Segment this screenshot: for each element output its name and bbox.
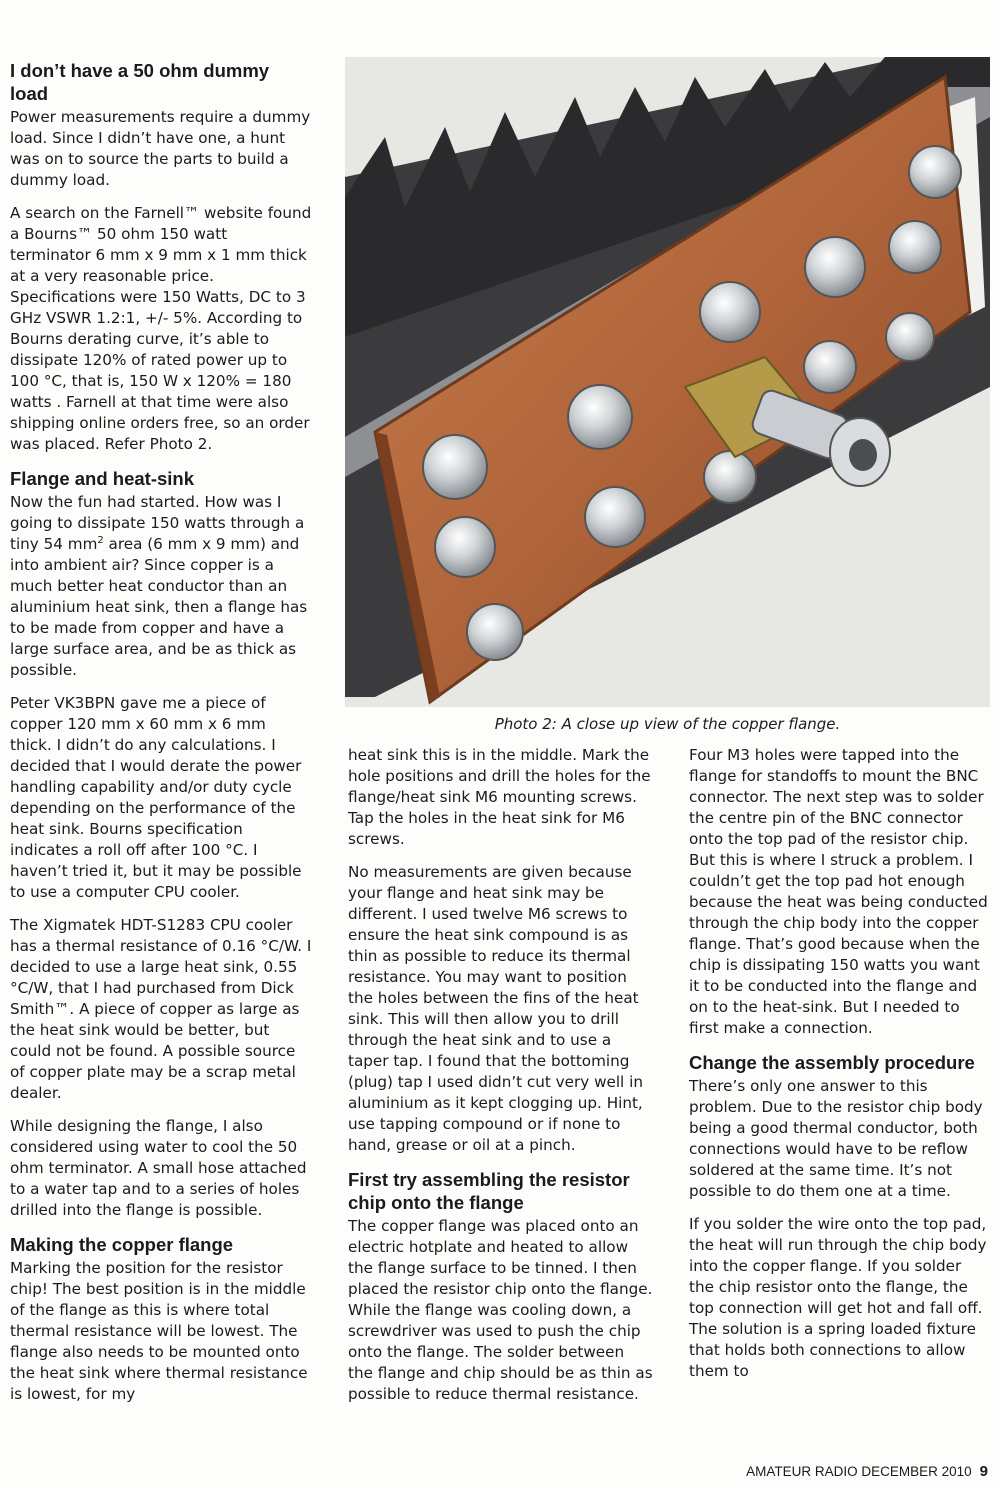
- photo-illustration: [345, 57, 990, 707]
- heading-flange-heat-sink: Flange and heat-sink: [10, 468, 195, 489]
- paragraph: Peter VK3BPN gave me a piece of copper 120 mm x 60 mm x 6 mm thick. I didn’t do any calculations. I decided that I would derate the power handling capability and/or duty cycle depending on the performance of the heat sink. Bourns specification indicates a roll off after 100 °C. I haven’t tried it, but it may be possible to use a computer CPU cooler.: [10, 694, 302, 901]
- paragraph: Power measurements require a dummy load. Since I didn’t have one, a hunt was on to source the parts to build a dummy load.: [10, 108, 311, 189]
- paragraph: No measurements are given because your flange and heat sink may be different. I used twelve M6 screws to ensure the heat sink compound is as thin as possible to reduce its thermal resistance. You may want to position the holes between the fins of the heat sink. This will then allow you to drill through the heat sink and to use a taper tap. I found that the bottoming (plug) tap I used didn’t cut very well in aluminium as it kept clogging up. Hint, use tapping compound or if none to hand, grease or oil at a pinch.: [348, 863, 643, 1154]
- text-run: area (6 mm x 9 mm) and into ambient air? Since copper is a much better heat conductor than an aluminium heat sink, then a flange has to be made from copper and have a large surface area, and be as thick as possible.: [10, 535, 308, 679]
- paragraph: While designing the flange, I also considered using water to cool the 50 ohm terminator. A small hose attached to a water tap and to a series of holes drilled into the flange is possible.: [10, 1117, 307, 1219]
- column-3: [689, 745, 989, 1394]
- heading-first-try: First try assembling the resistor chip onto the flange: [348, 1169, 630, 1213]
- column-1: [10, 55, 312, 1417]
- magazine-issue: AMATEUR RADIO DECEMBER 2010: [746, 1464, 972, 1479]
- column-2: [348, 745, 653, 1417]
- heading-change-procedure: Change the assembly procedure: [689, 1052, 975, 1073]
- paragraph: Four M3 holes were tapped into the flange for standoffs to mount the BNC connector. The next step was to solder the centre pin of the BNC connector onto the top pad of the resistor chip. But this is where I struck a problem. I couldn’t get the top pad hot enough because the heat was being conducted through the chip body into the copper flange. That’s good because when the chip is dissipating 150 watts you want it to be conducted into the flange and on to the heat-sink. But I needed to first make a connection.: [689, 746, 988, 1037]
- paragraph: heat sink this is in the middle. Mark the hole positions and drill the holes for the flange/heat sink M6 mounting screws. Tap the holes in the heat sink for M6 screws.: [348, 746, 651, 848]
- page-number: 9: [979, 1463, 988, 1480]
- text-run: Now the fun had started. How was I going to dissipate 150 watts through a tiny 54 mm: [10, 493, 305, 553]
- photo-caption: Photo 2: A close up view of the copper flange.: [494, 715, 841, 733]
- paragraph: Marking the position for the resistor chip! The best position is in the middle of the flange as this is where total thermal resistance will be lowest. The flange also needs to be mounted onto the heat sink where thermal resistance is lowest, for my: [10, 1259, 308, 1403]
- heading-making-flange: Making the copper flange: [10, 1234, 234, 1255]
- copper-flange-photo: [345, 57, 990, 707]
- paragraph: The Xigmatek HDT-S1283 CPU cooler has a thermal resistance of 0.16 °C/W. I decided to use a large heat sink, 0.55 °C/W, that I had purchased from Dick Smith™. A piece of copper as large as the heat sink would be better, but could not be found. A possible source of copper plate may be a scrap metal dealer.: [10, 916, 312, 1102]
- paragraph: A search on the Farnell™ website found a Bourns™ 50 ohm 150 watt terminator 6 mm x 9 mm x 1 mm thick at a very reasonable price. Specifications were 150 Watts, DC to 3 GHz VSWR 1.2:1, +/- 5%. According to Bourns derating curve, it’s able to dissipate 120% of rated power up to 100 °C, that is, 150 W x 120% = 180 watts . Farnell at that time were also shipping online orders free, so an order was placed. Refer Photo 2.: [10, 204, 312, 453]
- heading-dummy-load: I don’t have a 50 ohm dummy load: [10, 60, 270, 104]
- superscript: 2: [97, 534, 104, 546]
- page-footer: [746, 1463, 988, 1480]
- paragraph: The copper flange was placed onto an electric hotplate and heated to allow the flange surface to be tinned. I then placed the resistor chip onto the flange. While the flange was cooling down, a screwdriver was used to push the chip onto the flange. The solder between the flange and chip should be as thin as possible to reduce thermal resistance.: [348, 1217, 653, 1403]
- paragraph: There’s only one answer to this problem. Due to the resistor chip body being a good thermal conductor, both connections would have to be reflow soldered at the same time. It’s not possible to do them one at a time.: [689, 1077, 983, 1200]
- paragraph: [10, 492, 312, 681]
- paragraph: If you solder the wire onto the top pad, the heat will run through the chip body into the copper flange. If you solder the chip resistor onto the flange, the top connection will get hot and fall off. The solution is a spring loaded fixture that holds both connections to allow them to: [689, 1215, 987, 1380]
